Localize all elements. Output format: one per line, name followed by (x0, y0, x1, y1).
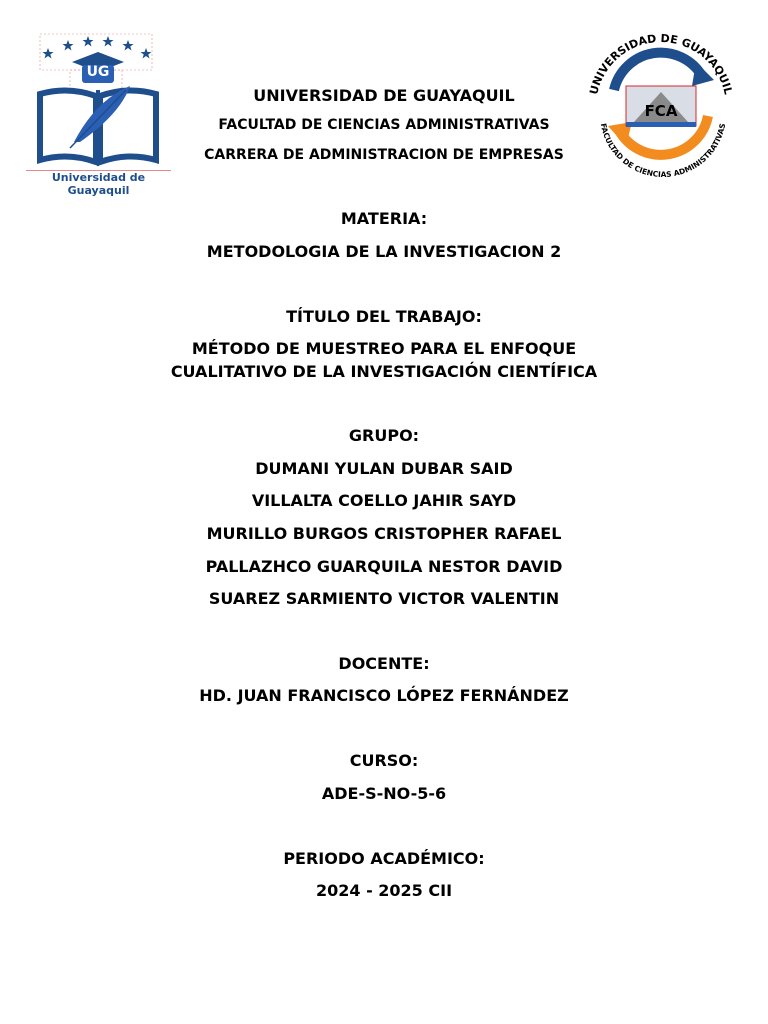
titulo-label: TÍTULO DEL TRABAJO: (286, 307, 482, 326)
fca-logo (576, 22, 746, 192)
periodo-value: 2024 - 2025 CII (315, 881, 453, 900)
titulo-line-2: CUALITATIVO DE LA INVESTIGACIÓN CIENTÍFICA (170, 362, 598, 381)
periodo-label: PERIODO ACADÉMICO: (283, 849, 485, 868)
grupo-label: GRUPO: (348, 426, 420, 445)
materia-value: METODOLOGIA DE LA INVESTIGACION 2 (206, 242, 562, 261)
curso-label: CURSO: (349, 751, 419, 770)
left-logo-caption: Universidad de Guayaquil (26, 170, 171, 197)
curso-value: ADE-S-NO-5-6 (321, 784, 447, 803)
faculty-name: FACULTAD DE CIENCIAS ADMINISTRATIVAS (218, 117, 550, 133)
docente-value: HD. JUAN FRANCISCO LÓPEZ FERNÁNDEZ (199, 686, 569, 705)
universidad-guayaquil-logo (26, 30, 171, 197)
fca-monogram: FCA (644, 102, 678, 120)
ring-top-text: UNIVERSIDAD DE GUAYAQUIL (587, 31, 735, 96)
group-member: PALLAZHCO GUARQUILA NESTOR DAVID (205, 557, 563, 576)
titulo-line-1: MÉTODO DE MUESTREO PARA EL ENFOQUE (191, 339, 577, 358)
left-logo-monogram: UG (86, 64, 110, 80)
group-member: VILLALTA COELLO JAHIR SAYD (251, 491, 517, 510)
group-member: SUAREZ SARMIENTO VICTOR VALENTIN (208, 589, 560, 608)
career-name: CARRERA DE ADMINISTRACION DE EMPRESAS (204, 147, 564, 163)
materia-label: MATERIA: (340, 209, 428, 228)
group-member: DUMANI YULAN DUBAR SAID (255, 459, 513, 478)
ring-bottom-text: FACULTAD DE CIENCIAS ADMINISTRATIVAS (598, 122, 728, 180)
group-member: MURILLO BURGOS CRISTOPHER RAFAEL (206, 524, 562, 543)
docente-label: DOCENTE: (338, 654, 430, 673)
university-name: UNIVERSIDAD DE GUAYAQUIL (253, 86, 515, 105)
